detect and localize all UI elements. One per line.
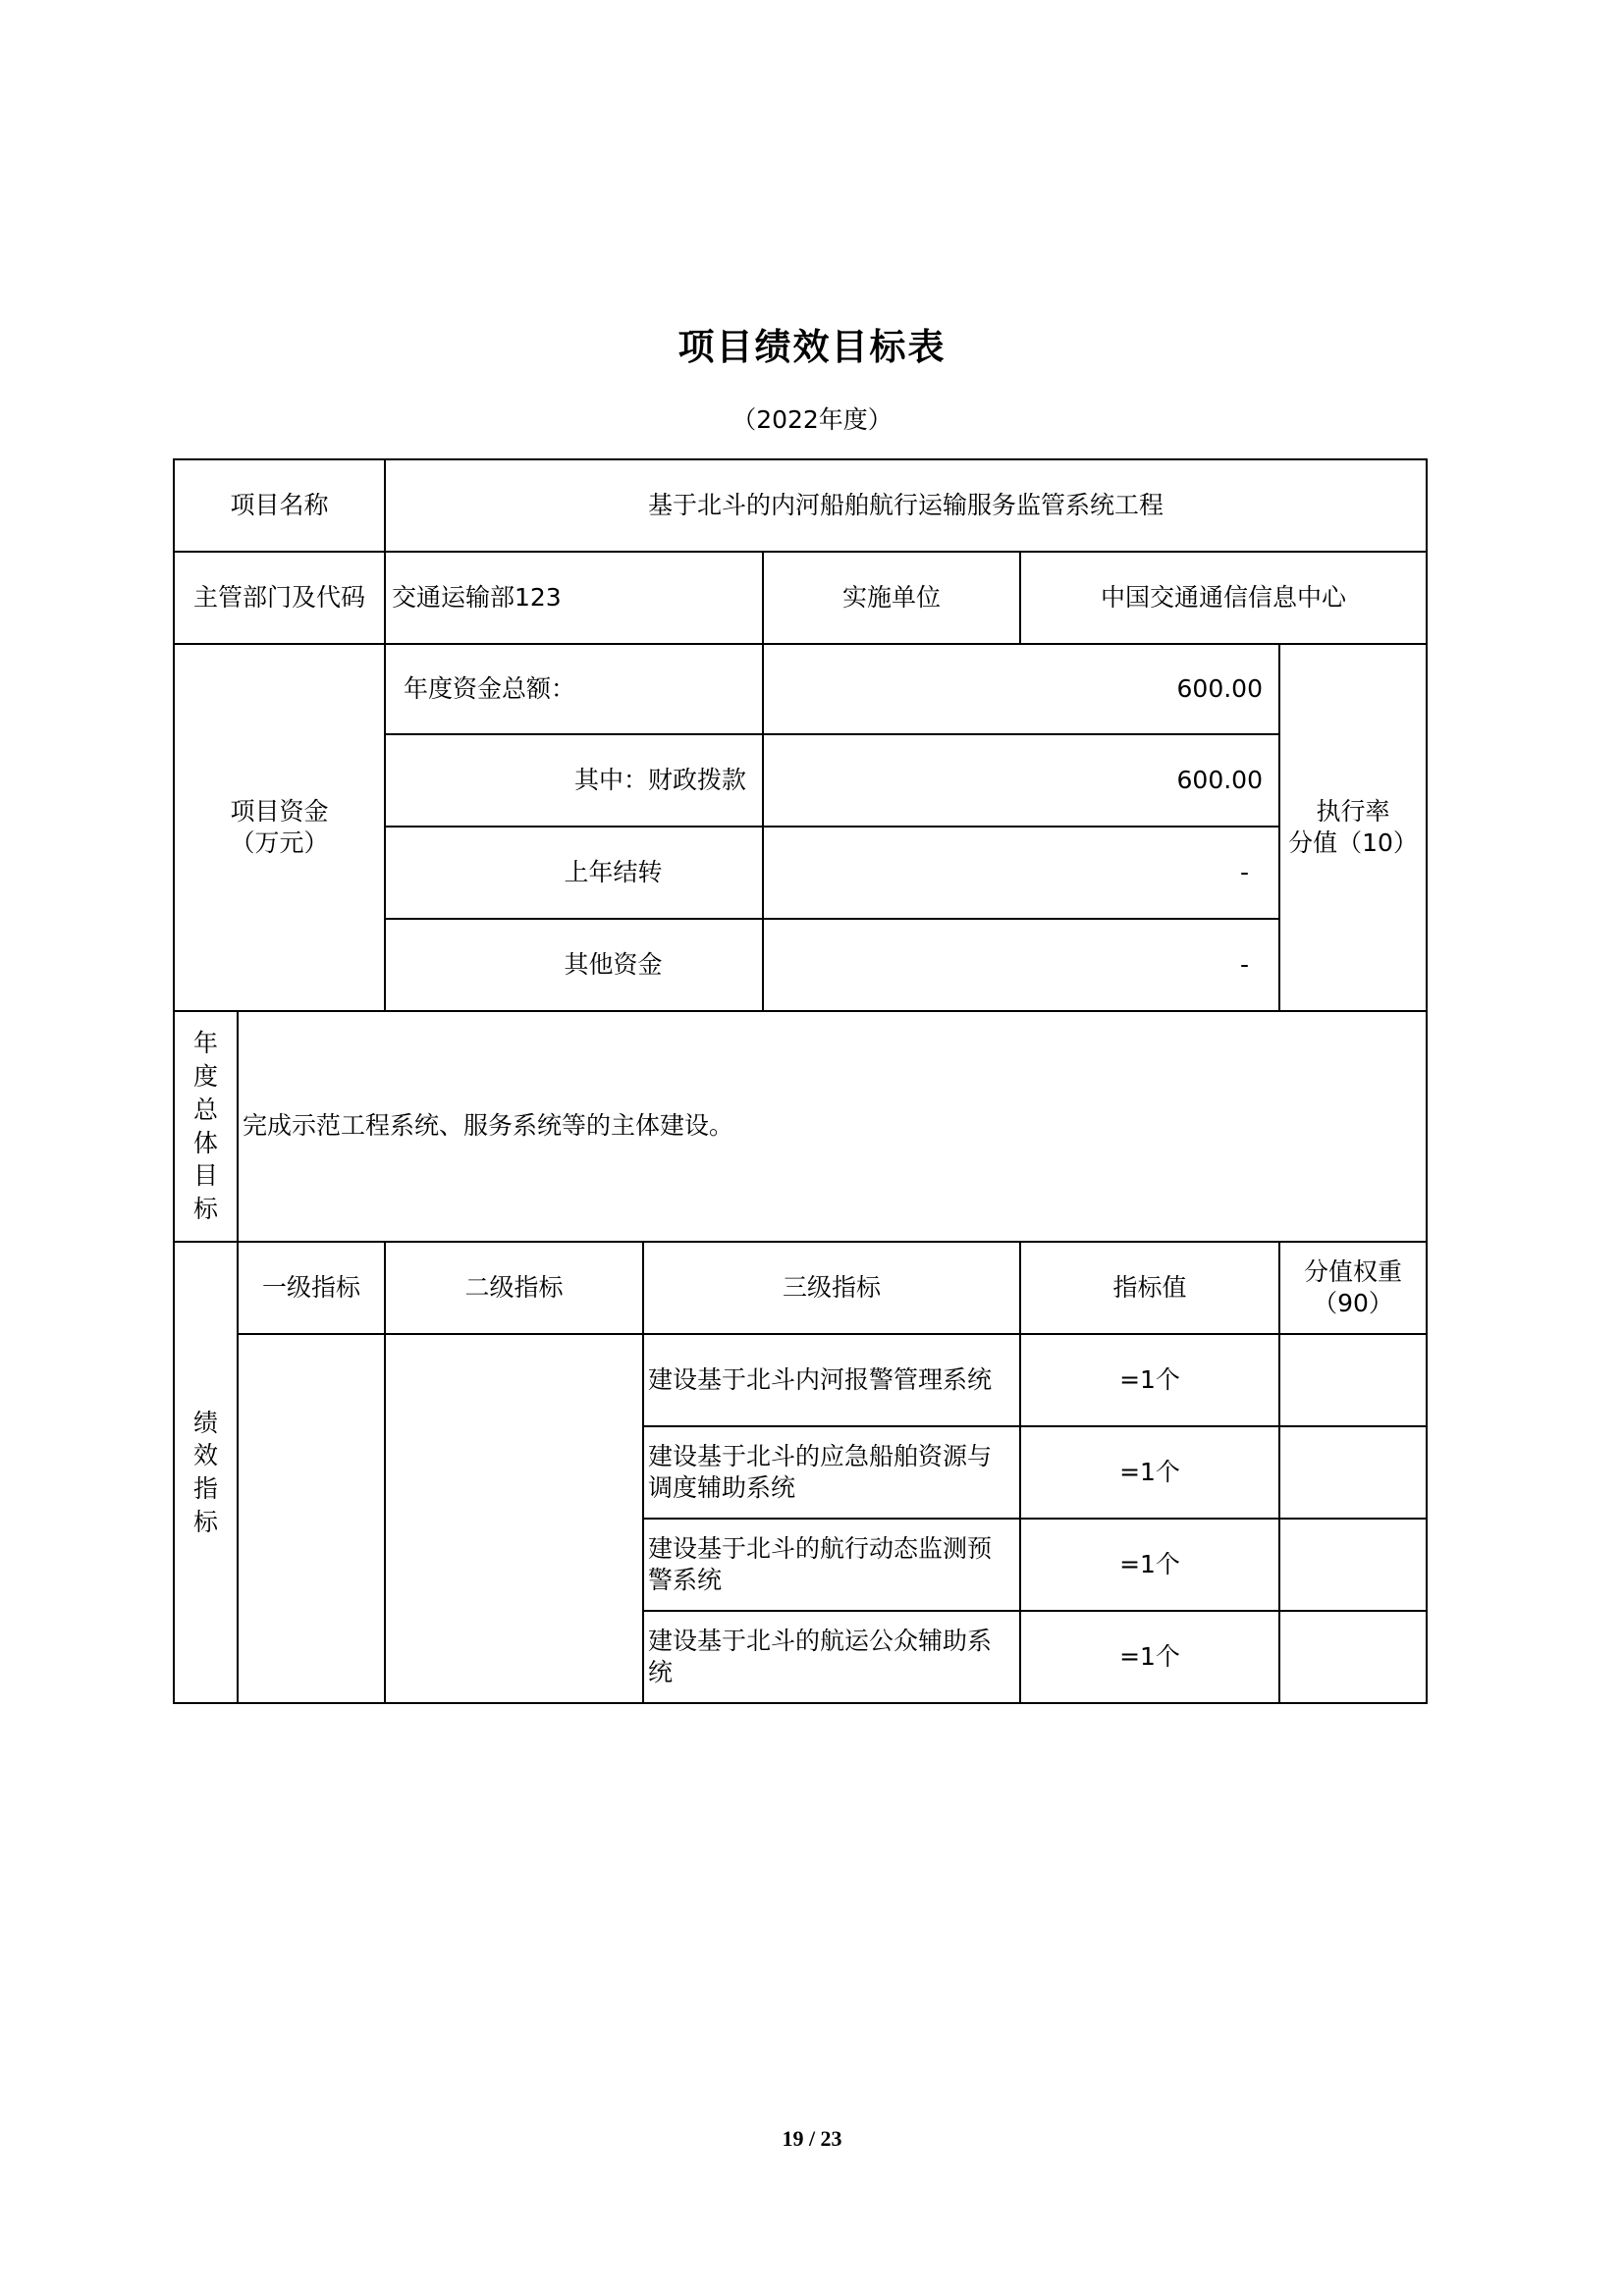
document-title: 项目绩效目标表 bbox=[677, 326, 947, 368]
project-name-value: 基于北斗的内河船舶航行运输服务监管系统工程 bbox=[647, 490, 1164, 519]
header-indicator-value: 指标值 bbox=[1112, 1272, 1187, 1302]
funds-row-label: 其他资金 bbox=[564, 949, 663, 979]
indicator-weight bbox=[1280, 1520, 1426, 1610]
annual-goal-label-cell bbox=[175, 1012, 237, 1241]
indicator-level3: 建设基于北斗的航行动态监测预警系统 bbox=[648, 1533, 993, 1594]
indicator-weight bbox=[1280, 1427, 1426, 1518]
funds-row-value: 600.00 bbox=[1176, 765, 1263, 794]
funds-row-label: 其中：财政拨款 bbox=[573, 765, 746, 794]
indicator-value: =1个 bbox=[1119, 1549, 1180, 1578]
annual-goal-value: 完成示范工程系统、服务系统等的主体建设。 bbox=[243, 1111, 734, 1141]
funds-row-value: 600.00 bbox=[1176, 673, 1263, 703]
header-weight bbox=[1280, 1243, 1426, 1333]
funds-row-label: 年度资金总额： bbox=[404, 673, 576, 703]
performance-label: 绩效指标 bbox=[192, 1408, 218, 1536]
implementer-value: 中国交通通信信息中心 bbox=[1100, 582, 1346, 612]
funds-row-value: - bbox=[1239, 857, 1249, 886]
level1-cell bbox=[239, 1335, 384, 1702]
indicator-level3: 建设基于北斗内河报警管理系统 bbox=[648, 1364, 993, 1394]
department-value: 交通运输部123 bbox=[392, 582, 562, 612]
header-level3: 三级指标 bbox=[782, 1272, 881, 1302]
indicator-weight bbox=[1280, 1612, 1426, 1702]
funds-label-line2: （万元） bbox=[230, 828, 329, 857]
annual-goal-label: 年度总体目标 bbox=[192, 1029, 218, 1223]
indicator-value: =1个 bbox=[1119, 1457, 1180, 1486]
project-name-label: 项目名称 bbox=[230, 490, 329, 519]
indicator-value: =1个 bbox=[1119, 1641, 1180, 1671]
implementer-label: 实施单位 bbox=[841, 582, 941, 612]
execution-rate-label bbox=[1280, 645, 1426, 1010]
level2-cell bbox=[386, 1335, 642, 1702]
funds-label-line1: 项目资金 bbox=[230, 796, 329, 826]
header-weight-line2: （90） bbox=[1313, 1289, 1393, 1317]
indicator-level3: 建设基于北斗的应急船舶资源与调度辅助系统 bbox=[648, 1441, 993, 1502]
funds-label bbox=[175, 645, 384, 1010]
performance-label-cell bbox=[175, 1243, 237, 1702]
department-label: 主管部门及代码 bbox=[192, 582, 365, 612]
execution-rate-line1: 执行率 bbox=[1316, 796, 1390, 826]
header-level2: 二级指标 bbox=[464, 1272, 564, 1302]
indicator-level3: 建设基于北斗的航运公众辅助系统 bbox=[648, 1626, 993, 1686]
page-number: 19 / 23 bbox=[782, 2126, 842, 2151]
indicator-weight bbox=[1280, 1335, 1426, 1425]
document-year: （2022年度） bbox=[731, 405, 893, 434]
header-level1: 一级指标 bbox=[261, 1272, 360, 1302]
funds-row-value: - bbox=[1239, 949, 1249, 979]
header-weight-line1: 分值权重 bbox=[1303, 1256, 1402, 1286]
execution-rate-line2: 分值（10） bbox=[1288, 828, 1418, 857]
funds-row-label: 上年结转 bbox=[564, 857, 663, 886]
indicator-value: =1个 bbox=[1119, 1364, 1180, 1394]
